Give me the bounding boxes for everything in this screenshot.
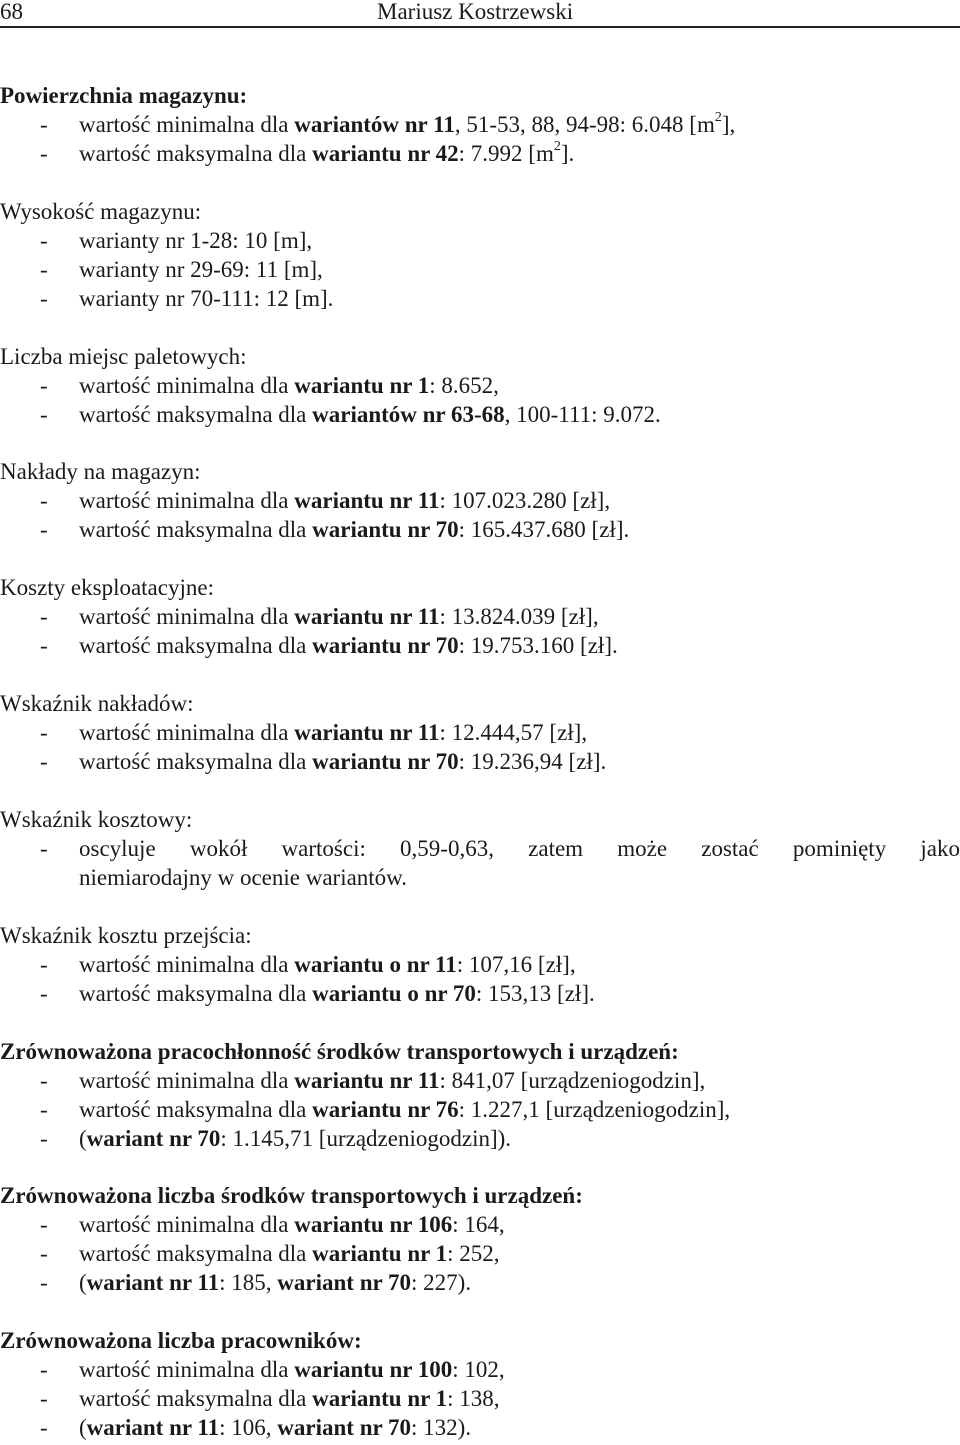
list-item: - wartość maksymalna dla wariantu nr 76: 1.227,1 [urządzeniogodzin], — [40, 1097, 731, 1122]
list-item: - wartość minimalna dla wariantu o nr 11: 107,16 [zł], — [40, 952, 576, 977]
list-item: - warianty nr 1-28: 10 [m], — [40, 228, 313, 253]
list-item: - wartość minimalna dla wariantu nr 11: 841,07 [urządzeniogodzin], — [40, 1068, 706, 1093]
list-item: - warianty nr 29-69: 11 [m], — [40, 257, 323, 282]
section-title: Nakłady na magazyn: — [0, 459, 201, 484]
section-title: Liczba miejsc paletowych: — [0, 344, 247, 369]
author-name: Mariusz Kostrzewski — [377, 0, 574, 24]
list-item: - wartość minimalna dla wariantu nr 106: 164, — [40, 1212, 505, 1237]
section-title: Wskaźnik nakładów: — [0, 691, 194, 716]
section-balanced-workers-count — [0, 1326, 960, 1442]
section-title: Zrównoważona liczba pracowników: — [0, 1328, 362, 1353]
section-title: Wskaźnik kosztu przejścia: — [0, 923, 252, 948]
list-item: - wartość minimalna dla wariantu nr 11: 107.023.280 [zł], — [40, 488, 611, 513]
list-item: - wartość maksymalna dla wariantu nr 70: 19.753.160 [zł]. — [40, 633, 618, 658]
list-item: - wartość minimalna dla wariantu nr 100: 102, — [40, 1357, 505, 1382]
list-item: - wartość minimalna dla wariantów nr 11, 51-53, 88, 94-98: 6.048 $[m^2]$, — [40, 110, 736, 137]
section-outlay-index — [0, 689, 960, 776]
section-pallet-places — [0, 342, 960, 429]
list-item: - wartość minimalna dla wariantu nr 1: 8.652, — [40, 373, 499, 398]
section-balanced-labour-intensity — [0, 1037, 960, 1153]
list-item: - wartość maksymalna dla wariantów nr 63-68, 100-111: 9.072. — [40, 402, 661, 427]
section-title: Wskaźnik kosztowy: — [0, 807, 193, 832]
list-item: - wartość minimalna dla wariantu nr 11: 12.444,57 [zł], — [40, 720, 588, 745]
section-title: Wysokość magazynu: — [0, 199, 202, 224]
list-item: - warianty nr 70-111: 12 [m]. — [40, 286, 334, 311]
list-item: - oscyluje wokół wartości: 0,59-0,63, zatem może zostać pominięty jako niemiarodajny w ocenie wariantów. — [40, 836, 960, 890]
section-balanced-transport-count — [0, 1181, 960, 1297]
section-transition-cost-index — [0, 921, 960, 1008]
section-title: Powierzchnia magazynu: — [0, 83, 248, 108]
section-warehouse-outlays — [0, 457, 960, 544]
list-item: - wartość maksymalna dla wariantu nr 1: 252, — [40, 1241, 500, 1266]
list-item: - wartość maksymalna dla wariantu nr 70: 19.236,94 [zł]. — [40, 749, 607, 774]
section-cost-index — [0, 805, 960, 892]
section-title: Zrównoważona pracochłonność środków transportowych i urządzeń: — [0, 1039, 679, 1064]
section-warehouse-height — [0, 197, 960, 313]
section-title: Zrównoważona liczba środków transportowych i urządzeń: — [0, 1183, 583, 1208]
list-item: - (wariant nr 11: 106, wariant nr 70: 132). — [40, 1415, 472, 1440]
list-item: - wartość maksymalna dla wariantu o nr 70: 153,13 [zł]. — [40, 981, 595, 1006]
list-item: - wartość maksymalna dla wariantu nr 1: 138, — [40, 1386, 500, 1411]
page-number: 68 — [0, 0, 23, 24]
list-item: - wartość maksymalna dla wariantu nr 70: 165.437.680 [zł]. — [40, 517, 630, 542]
section-warehouse-area — [0, 81, 960, 168]
running-header — [0, 0, 960, 28]
list-item: - (wariant nr 11: 185, wariant nr 70: 227). — [40, 1270, 472, 1295]
section-title: Koszty eksploatacyjne: — [0, 575, 214, 600]
list-item: - wartość maksymalna dla wariantu nr 42: 7.992 $[m^2]$. — [40, 139, 575, 166]
list-item: - wartość minimalna dla wariantu nr 11: 13.824.039 [zł], — [40, 604, 599, 629]
section-operating-costs — [0, 573, 960, 660]
list-item: - (wariant nr 70: 1.145,71 [urządzeniogodzin]). — [40, 1126, 512, 1151]
